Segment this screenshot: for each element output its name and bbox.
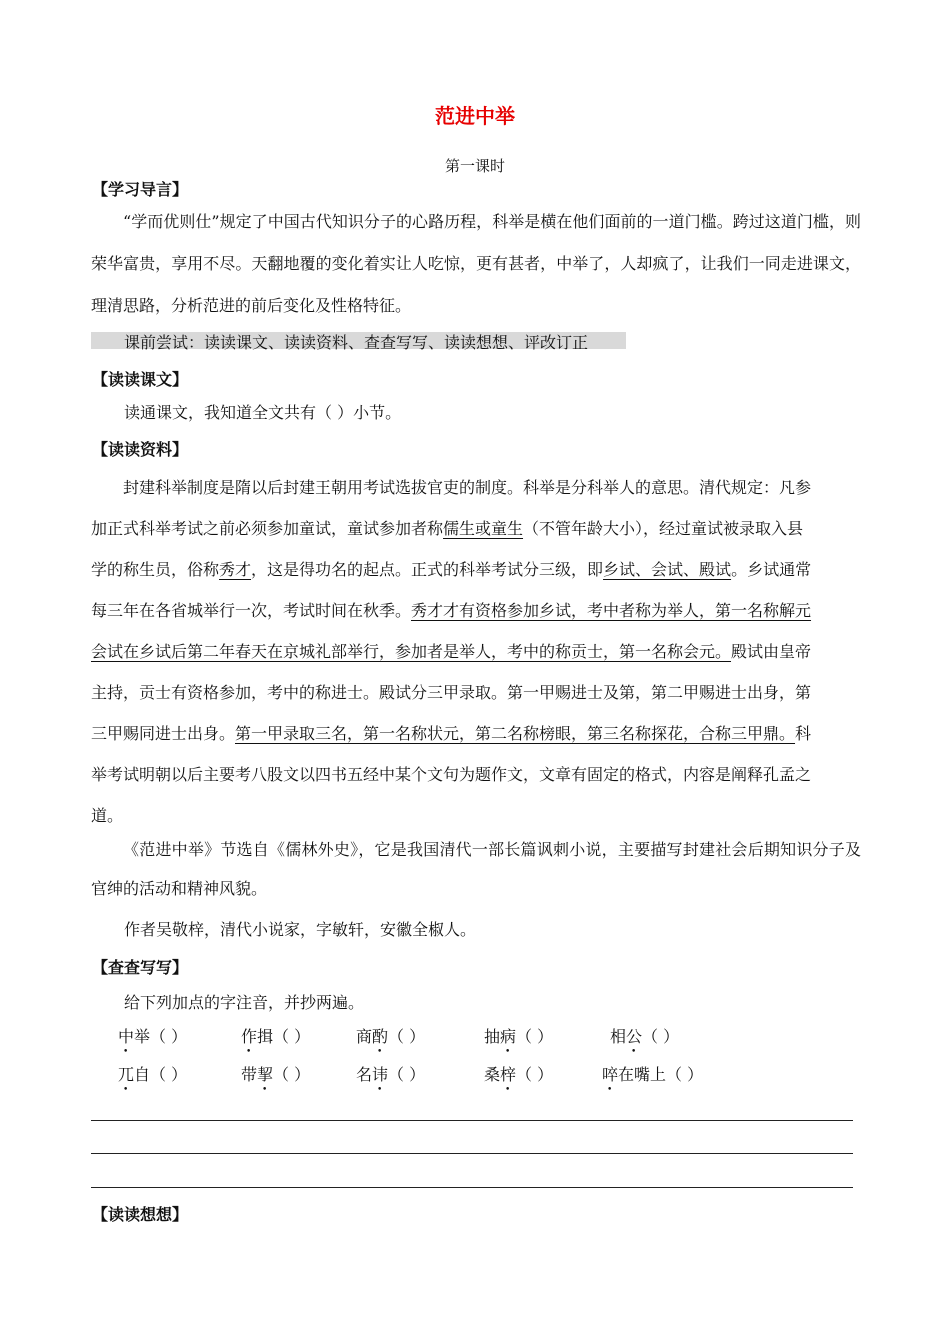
resources-text: 三甲赐同进士出身。 bbox=[91, 724, 236, 743]
resources-line bbox=[91, 590, 863, 631]
resources-line bbox=[91, 467, 863, 508]
dotted-char: 啐 bbox=[602, 1065, 619, 1084]
resources-text: 主持，贡士有资格参加，考中的称进士。殿试分三甲录取。第一甲赐进士及第，第二甲赐进士出身，第 bbox=[91, 683, 812, 702]
word-pre: 名 bbox=[356, 1065, 373, 1084]
dotted-char: 作 bbox=[241, 1027, 258, 1046]
writing-line[interactable] bbox=[91, 1187, 853, 1188]
word-pre: 相 bbox=[610, 1027, 627, 1046]
resources-text: 殿试由皇帝 bbox=[731, 642, 812, 661]
word-pre: 带 bbox=[241, 1065, 258, 1084]
word-rest: （ ） bbox=[273, 1065, 311, 1084]
intro-paragraph: “学而优则仕”规定了中国古代知识分子的心路历程，科举是横在他们面前的一道门槛。跨过这道门槛，则荣华富贵，享用不尽。天翻地覆的变化着实让人吃惊，更有甚者，中举了，人却疯了，让我们一同走进课文，理清思路，分析范进的前后变化及性格特征。 bbox=[91, 212, 861, 315]
pre-class-text: 课前尝试：读读课文、读读资料、查查写写、读读想想、评改订正 bbox=[124, 333, 589, 352]
check-instruction: 给下列加点的字注音，并抄两遍。 bbox=[124, 993, 365, 1012]
underlined-term: 秀才才有资格参加乡试，考中者称为举人，第一名称解元 bbox=[411, 601, 812, 620]
word-pre: 抽 bbox=[484, 1027, 501, 1046]
book-paragraph: 《范进中举》节选自《儒林外史》，它是我国清代一部长篇讽刺小说，主要描写封建社会后期知识分子及官绅的活动和精神风貌。 bbox=[91, 840, 861, 898]
resources-text: 道。 bbox=[91, 806, 124, 825]
check-heading: 【查查写写】 bbox=[92, 958, 189, 977]
underlined-term: 秀才 bbox=[219, 560, 252, 579]
dotted-char: 中 bbox=[118, 1027, 135, 1046]
resources-text: 举考试明朝以后主要考八股文以四书五经中某个文句为题作文，文章有固定的格式，内容是阐释孔孟之 bbox=[91, 765, 812, 784]
resources-text: 科 bbox=[795, 724, 812, 743]
word-rest: （ ） bbox=[516, 1065, 554, 1084]
word-rest: （ ） bbox=[516, 1027, 554, 1046]
resources-line bbox=[91, 713, 863, 754]
resources-text: 每三年在各省城举行一次，考试时间在秋季。 bbox=[91, 601, 412, 620]
dotted-char: 公 bbox=[626, 1027, 643, 1046]
resources-text: 封建科举制度是隋以后封建王朝用考试选拔官吏的制度。科举是分科举人的意思。清代规定：凡参 bbox=[91, 478, 812, 497]
word-item bbox=[484, 1024, 553, 1047]
resources-paragraph bbox=[91, 467, 863, 836]
word-rest: （ ） bbox=[388, 1065, 426, 1084]
underlined-term: 儒生或童生 bbox=[443, 519, 524, 538]
dotted-char: 挈 bbox=[257, 1065, 274, 1084]
word-item bbox=[602, 1062, 703, 1085]
intro-heading: 【学习导言】 bbox=[92, 180, 189, 199]
underlined-term: 会试在乡试后第二年春天在京城礼部举行，参加者是举人，考中的称贡士，第一名称会元。 bbox=[91, 642, 732, 661]
word-pre: 商 bbox=[356, 1027, 373, 1046]
word-rest: 在嘴上（ ） bbox=[618, 1065, 704, 1084]
author-line: 作者吴敬梓，清代小说家，字敏轩，安徽全椒人。 bbox=[124, 920, 477, 939]
resources-line bbox=[91, 631, 863, 672]
word-rest: （ ） bbox=[642, 1027, 680, 1046]
think-heading: 【读读想想】 bbox=[92, 1205, 189, 1224]
word-item bbox=[118, 1062, 187, 1085]
dotted-char: 讳 bbox=[372, 1065, 389, 1084]
word-item bbox=[356, 1024, 425, 1047]
word-rest: 自（ ） bbox=[134, 1065, 188, 1084]
resources-text: （不管年龄大小），经过童试被录取入县 bbox=[523, 519, 804, 538]
word-item bbox=[241, 1062, 310, 1085]
word-item bbox=[241, 1024, 310, 1047]
word-item bbox=[484, 1062, 553, 1085]
resources-line bbox=[91, 672, 863, 713]
resources-text: 学的称生员，俗称 bbox=[91, 560, 220, 579]
word-item bbox=[118, 1024, 187, 1047]
word-pre: 桑 bbox=[484, 1065, 501, 1084]
read-text-line: 读通课文，我知道全文共有（ ）小节。 bbox=[124, 403, 402, 422]
resources-text: 。乡试通常 bbox=[731, 560, 812, 579]
word-item bbox=[610, 1024, 679, 1047]
resources-text: 加正式科举考试之前必须参加童试，童试参加者称 bbox=[91, 519, 444, 538]
underlined-term: 第一甲录取三名，第一名称状元，第二名称榜眼，第三名称探花，合称三甲鼎。 bbox=[235, 724, 796, 743]
underlined-term: 乡试、会试、殿试 bbox=[603, 560, 732, 579]
writing-line[interactable] bbox=[91, 1120, 853, 1121]
dotted-char: 病 bbox=[500, 1027, 517, 1046]
writing-line[interactable] bbox=[91, 1153, 853, 1154]
dotted-char: 兀 bbox=[118, 1065, 135, 1084]
word-rest: 举（ ） bbox=[134, 1027, 188, 1046]
dotted-char: 酌 bbox=[372, 1027, 389, 1046]
word-item bbox=[356, 1062, 425, 1085]
dotted-char: 梓 bbox=[500, 1065, 517, 1084]
page-title: 范进中举 bbox=[435, 104, 515, 128]
read-text-heading: 【读读课文】 bbox=[92, 370, 189, 389]
word-rest: 揖（ ） bbox=[257, 1027, 311, 1046]
page-subtitle: 第一课时 bbox=[444, 157, 505, 175]
word-rest: （ ） bbox=[388, 1027, 426, 1046]
resources-line bbox=[91, 508, 863, 549]
resources-line bbox=[91, 754, 863, 795]
resources-line bbox=[91, 549, 863, 590]
resources-text: ，这是得功名的起点。正式的科举考试分三级，即 bbox=[251, 560, 604, 579]
resources-heading: 【读读资料】 bbox=[92, 440, 189, 459]
